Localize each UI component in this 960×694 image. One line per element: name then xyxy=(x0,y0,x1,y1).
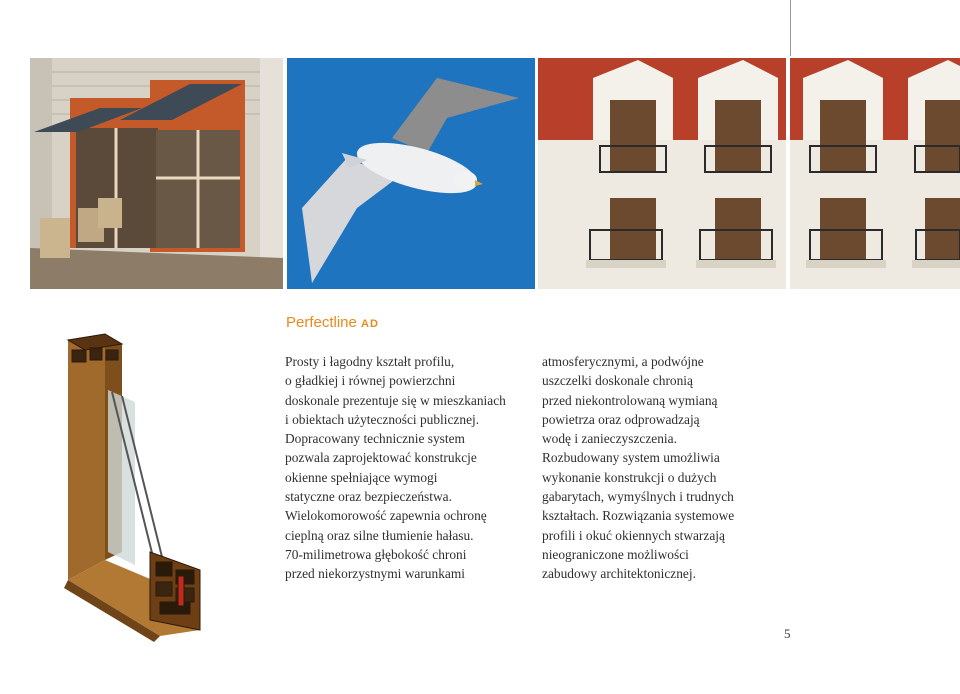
page-number: 5 xyxy=(784,626,791,641)
body-text-line: 70-milimetrowa głębokość chroni xyxy=(285,546,467,562)
body-text-line: Prosty i łagodny kształt profilu, xyxy=(285,354,455,369)
body-text-line: i obiektach użyteczności publicznej. xyxy=(285,411,480,427)
window-profile-cross-section-image xyxy=(50,330,215,642)
section-title xyxy=(286,314,379,331)
body-text-line: profili i okuć okiennych stwarzają xyxy=(542,527,725,543)
body-text-line: doskonale prezentuje się w mieszkaniach xyxy=(285,392,506,408)
body-text-line: okienne spełniające wymogi xyxy=(285,469,438,485)
body-text-right-column xyxy=(542,352,734,584)
body-text-line: Rozbudowany system umożliwia xyxy=(542,450,720,466)
body-text-line: Wielokomorowość zapewnia ochronę xyxy=(285,508,487,524)
body-text-line: przed niekontrolowaną wymianą xyxy=(542,392,718,408)
fold-mark xyxy=(790,0,791,56)
body-text-line: kształtach. Rozwiązania systemowe xyxy=(542,508,735,524)
body-text-line: wodę i zanieczyszczenia. xyxy=(542,431,677,447)
body-text-line: o gładkiej i równej powierzchni xyxy=(285,373,456,389)
section-title-suffix: AD xyxy=(361,318,379,330)
body-text-line: statyczne oraz bezpieczeństwa. xyxy=(285,489,452,505)
body-text-line: zabudowy architektonicznej. xyxy=(542,566,696,582)
body-text-line: gabarytach, wymyślnych i trudnych xyxy=(542,489,734,505)
section-title-name: Perfectline xyxy=(286,314,357,331)
body-text-line: powietrza oraz odprowadzają xyxy=(542,411,700,427)
building-facade-photo xyxy=(538,58,960,289)
body-text-line: nieograniczone możliwości xyxy=(542,546,689,562)
body-text-line: pozwala zaprojektować konstrukcje xyxy=(285,450,477,466)
body-text-left-column xyxy=(285,352,506,584)
body-text-line: cieplną oraz silne tłumienie hałasu. xyxy=(285,527,474,543)
seagull-photo xyxy=(287,58,535,289)
cafe-storefront-photo xyxy=(30,58,283,289)
body-text-line: uszczelki doskonale chronią xyxy=(542,373,693,389)
body-text-line: wykonanie konstrukcji o dużych xyxy=(542,469,717,485)
body-text-line: przed niekorzystnymi warunkami xyxy=(285,566,465,582)
body-text-line: Dopracowany technicznie system xyxy=(285,431,465,447)
body-text-line: atmosferycznymi, a podwójne xyxy=(542,354,704,369)
